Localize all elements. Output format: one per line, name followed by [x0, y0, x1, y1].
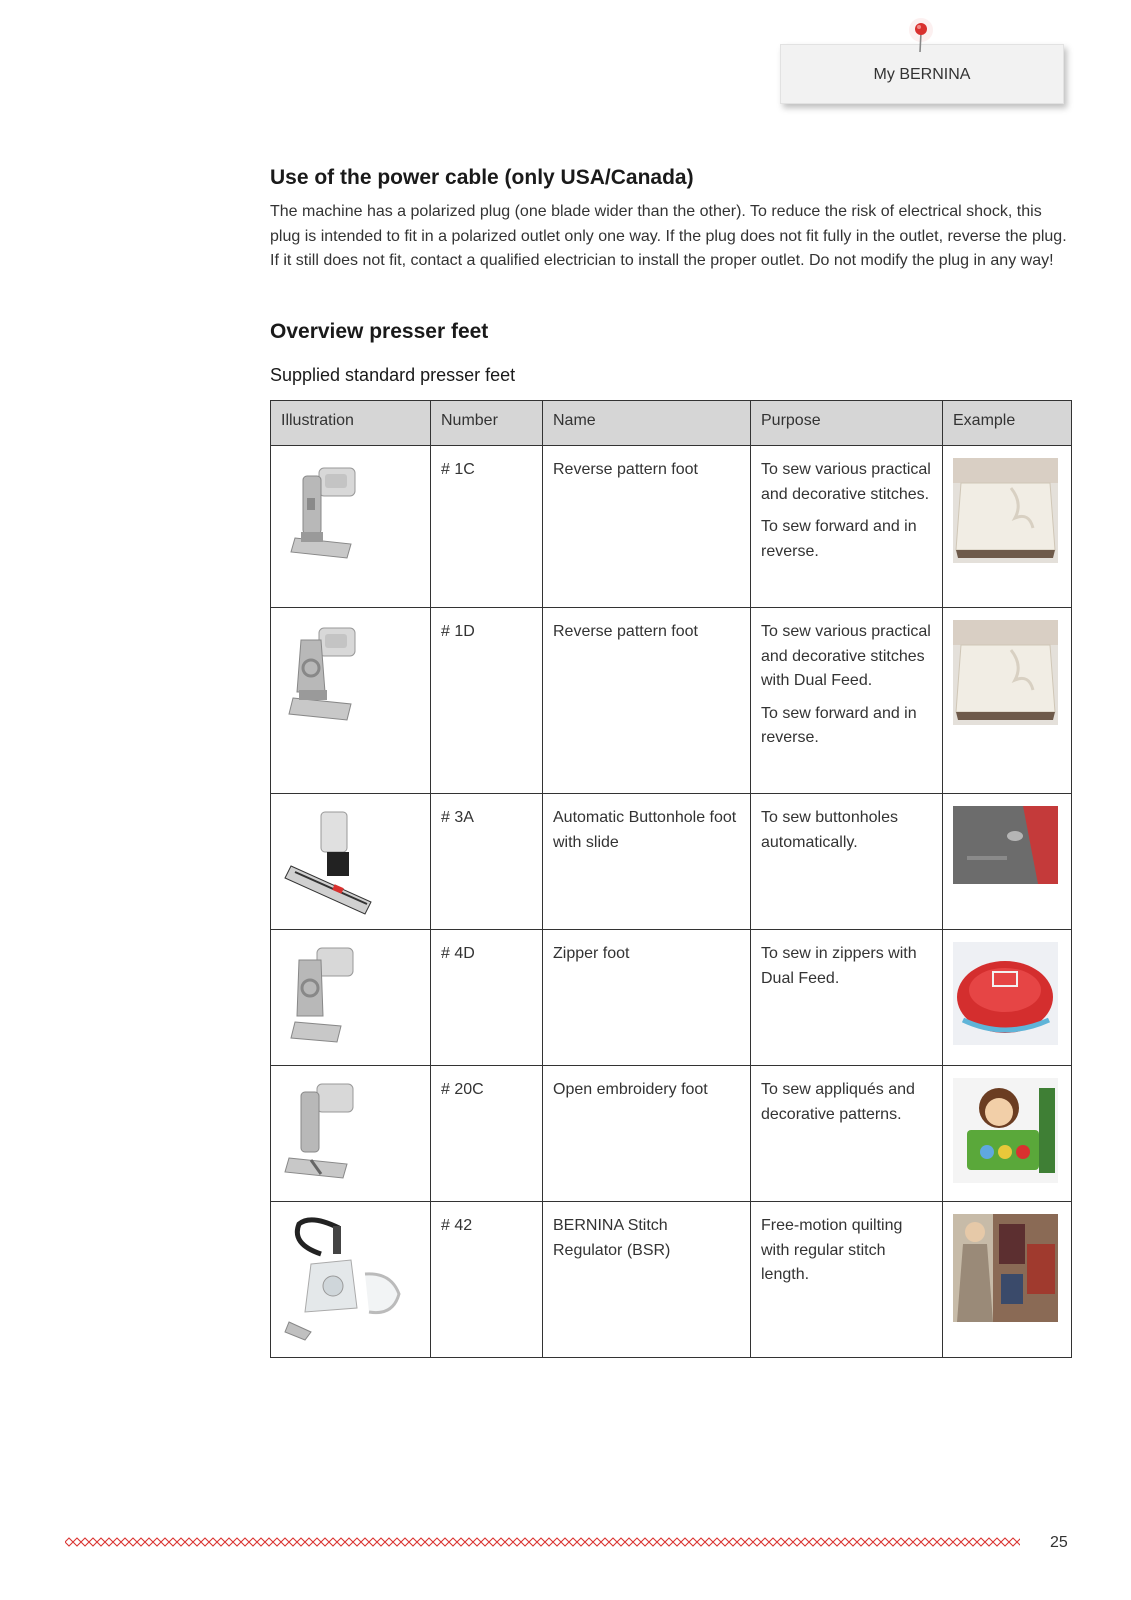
example-cell: [943, 608, 1072, 794]
col-header-name: Name: [543, 401, 751, 446]
illustration-cell: [271, 608, 431, 794]
table-row: [271, 930, 1072, 1066]
purpose-cell: [751, 446, 943, 608]
decorative-diamond-border: [65, 1536, 1020, 1548]
number-cell: # 1C: [431, 446, 543, 608]
purpose-text: To sew appliqués and decorative patterns.: [761, 1081, 915, 1123]
number-cell: # 20C: [431, 1066, 543, 1202]
table-row: [271, 794, 1072, 930]
purpose-cell: [751, 1202, 943, 1358]
example-applique-image: [953, 1078, 1058, 1183]
purpose-cell: [751, 1066, 943, 1202]
purpose-text: To sew in zippers with Dual Feed.: [761, 945, 917, 987]
table-header-row: [271, 401, 1072, 446]
presser-foot-1d-image: [281, 620, 361, 730]
illustration-cell: [271, 930, 431, 1066]
table-row: [271, 1202, 1072, 1358]
example-quilting-image: [953, 1214, 1058, 1322]
example-cell: [943, 794, 1072, 930]
presser-foot-20c-image: [281, 1078, 361, 1188]
illustration-cell: [271, 1066, 431, 1202]
presser-feet-table: [270, 400, 1072, 1358]
illustration-cell: [271, 794, 431, 930]
purpose-text: Free-motion quilting with regular stitch length.: [761, 1217, 903, 1283]
number-cell: # 1D: [431, 608, 543, 794]
col-header-illustration: Illustration: [271, 401, 431, 446]
example-cell: [943, 1202, 1072, 1358]
name-cell: Reverse pattern foot: [543, 446, 751, 608]
col-header-example: Example: [943, 401, 1072, 446]
example-zipper-bag-image: [953, 942, 1058, 1045]
presser-foot-3a-image: [281, 806, 381, 916]
example-cell: [943, 1066, 1072, 1202]
presser-foot-4d-image: [281, 942, 361, 1052]
col-header-purpose: Purpose: [751, 401, 943, 446]
purpose-text: To sew forward and in reverse.: [761, 518, 917, 560]
name-cell: Open embroidery foot: [543, 1066, 751, 1202]
illustration-cell: [271, 446, 431, 608]
name-cell: Zipper foot: [543, 930, 751, 1066]
section-title-power-cable: Use of the power cable (only USA/Canada): [270, 166, 694, 189]
example-skirt-image: [953, 458, 1058, 563]
example-skirt-image: [953, 620, 1058, 725]
header-tab-label: My BERNINA: [873, 66, 971, 83]
section-subtitle: Supplied standard presser feet: [270, 365, 516, 385]
example-buttonhole-image: [953, 806, 1058, 884]
number-cell: # 42: [431, 1202, 543, 1358]
table-row: [271, 446, 1072, 608]
presser-foot-1c-image: [281, 458, 361, 568]
section-title-overview: Overview presser feet: [270, 320, 489, 343]
example-cell: [943, 930, 1072, 1066]
purpose-text: To sew various practical and decorative stitches with Dual Feed.: [761, 623, 931, 689]
purpose-cell: [751, 608, 943, 794]
name-cell: Reverse pattern foot: [543, 608, 751, 794]
purpose-cell: [751, 930, 943, 1066]
purpose-text: To sew buttonholes automatically.: [761, 809, 898, 851]
purpose-cell: [751, 794, 943, 930]
purpose-text: To sew various practical and decorative stitches.: [761, 461, 931, 503]
illustration-cell: [271, 1202, 431, 1358]
example-cell: [943, 446, 1072, 608]
page-number: 25: [1050, 1534, 1068, 1551]
pushpin-icon: [906, 18, 936, 58]
col-header-number: Number: [431, 401, 543, 446]
presser-foot-42-image: [281, 1214, 411, 1344]
table-row: [271, 1066, 1072, 1202]
table-row: [271, 608, 1072, 794]
purpose-text: To sew forward and in reverse.: [761, 704, 917, 746]
power-cable-paragraph: The machine has a polarized plug (one blade wider than the other). To reduce the risk of electrical shock, this plug is intended to fit in a polarized outlet only one way. If the plug does not fit fully in the outlet, reverse the plug. If it still does not fit, contact a qualified electrician to install the proper outlet. Do not modify the plug in any way!: [270, 203, 1067, 269]
number-cell: # 4D: [431, 930, 543, 1066]
name-cell: BERNINA Stitch Regulator (BSR): [543, 1202, 751, 1358]
number-cell: # 3A: [431, 794, 543, 930]
name-cell: Automatic Buttonhole foot with slide: [543, 794, 751, 930]
